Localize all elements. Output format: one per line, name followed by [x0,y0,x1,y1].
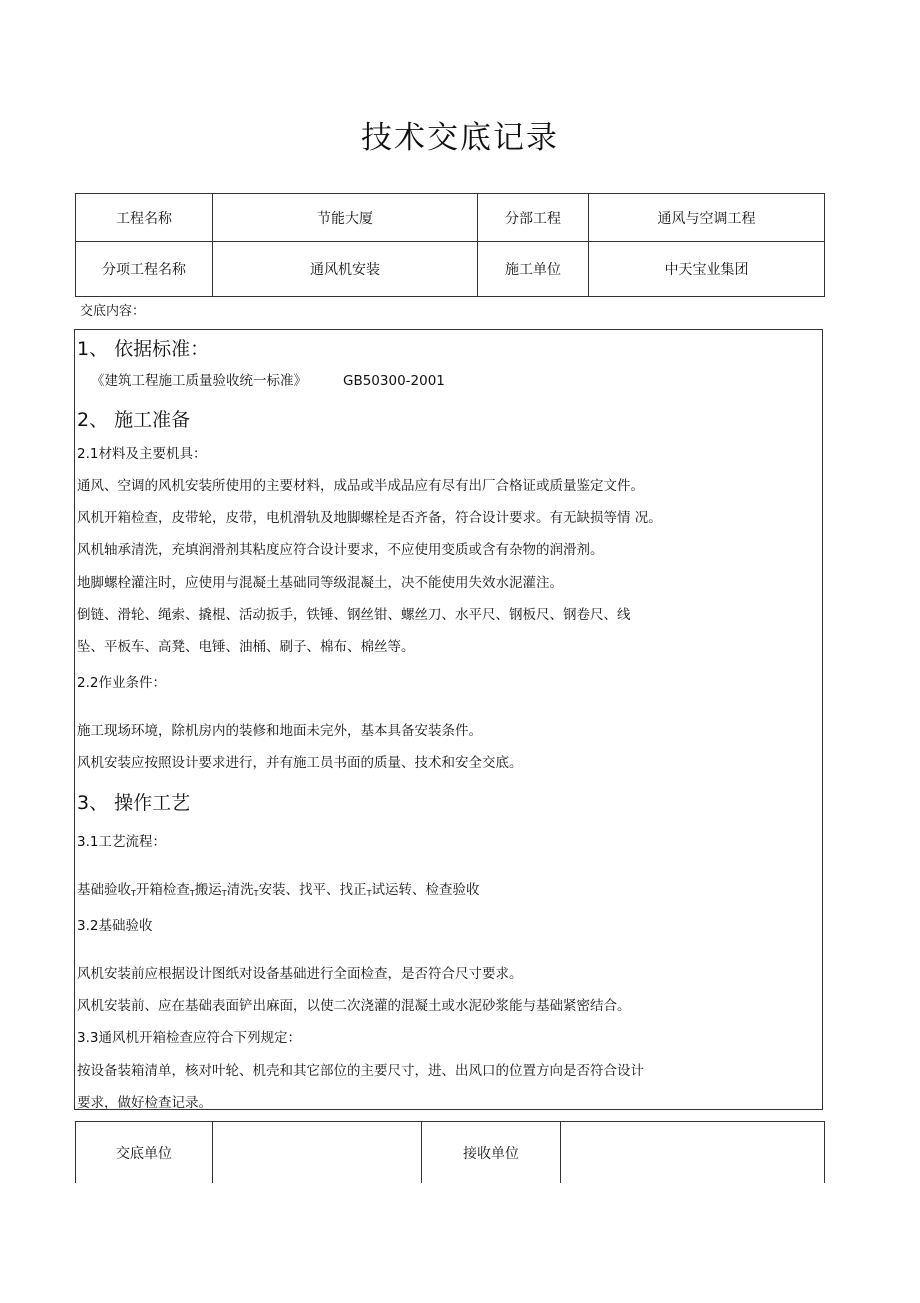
paragraph-line: 地脚螺栓灌注时，应使用与混凝土基础同等级混凝土，决不能使用失效水泥灌注。 [77,575,563,591]
division-value: 通风与空调工程 [589,194,825,242]
paragraph-line: 要求，做好检查记录。 [77,1095,212,1111]
flow-arrow: T [221,889,227,898]
subsection-2-2: 2.2作业条件： [77,675,166,691]
subsection-3-2: 3.2基础验收 [77,918,153,934]
subsection-3-1: 3.1工艺流程： [77,834,166,850]
paragraph-line: 按设备装箱清单，核对叶轮、机壳和其它部位的主要尺寸，进、出风口的位置方向是否符合设计 [77,1063,644,1079]
briefing-content-label: 交底内容： [80,304,146,319]
flow-step: 试运转、检查验收 [371,882,480,898]
contractor-label: 施工单位 [478,242,589,297]
section-heading-3: 3、 操作工艺 [77,792,191,814]
table-row [76,242,825,297]
flow-step: 开箱检查 [135,882,190,898]
paragraph-line: 风机安装前、应在基础表面铲出麻面，以使二次浇灌的混凝土或水泥砂浆能与基础紧密结合。 [77,998,631,1014]
receiving-unit-label: 接收单位 [422,1122,561,1184]
division-label: 分部工程 [478,194,589,242]
page-title: 技术交底记录 [361,120,559,156]
paragraph-line: 风机轴承清洗，充填润滑剂其粘度应符合设计要求，不应使用变质或含有杂物的润滑剂。 [77,542,604,558]
briefing-content-box [74,329,823,1110]
paragraph-line: 坠、平板车、高凳、电锤、油桶、刷子、棉布、棉丝等。 [77,639,415,655]
signature-table [75,1121,825,1183]
subitem-label: 分项工程名称 [76,242,213,297]
project-info-table [75,193,825,297]
flow-arrow: T [131,889,136,898]
paragraph-line: 施工现场环境，除机房内的装修和地面未完外，基本具备安装条件。 [77,723,482,739]
briefing-unit-value[interactable] [213,1122,422,1184]
section-heading-1: 1、 依据标准： [77,338,210,360]
paragraph-line: 风机安装应按照设计要求进行，并有施工员书面的质量、技术和安全交底。 [77,755,523,771]
flow-step: 基础验收 [77,882,131,898]
project-name-value: 节能大厦 [213,194,478,242]
subsection-2-1: 2.1材料及主要机具： [77,446,207,462]
flow-step: 安装、找平、找正 [258,882,367,898]
subitem-value: 通风机安装 [213,242,478,297]
paragraph-line: 风机开箱检查，皮带轮，皮带，电机滑轨及地脚螺栓是否齐备，符合设计要求。有无缺损等情 况。 [77,510,662,526]
standard-code: GB50300-2001 [343,373,445,389]
briefing-unit-label: 交底单位 [76,1122,213,1184]
receiving-unit-value[interactable] [561,1122,825,1184]
paragraph-line: 风机安装前应根据设计图纸对设备基础进行全面检查，是否符合尺寸要求。 [77,966,523,982]
subsection-3-3: 3.3通风机开箱检查应符合下列规定： [77,1030,301,1046]
flow-arrow: T [189,889,195,898]
standard-name: 《建筑工程施工质量验收统一标准》 [91,373,307,389]
flow-step: 搬运 [194,882,222,898]
standard-reference [91,369,445,389]
flow-step: 清洗 [226,882,254,898]
table-row [76,1122,825,1184]
table-row [76,194,825,242]
flow-arrow: T [366,889,372,898]
project-name-label: 工程名称 [76,194,213,242]
flow-arrow: T [253,889,259,898]
section-heading-2: 2、 施工准备 [77,409,191,431]
contractor-value: 中天宝业集团 [589,242,825,297]
paragraph-line: 倒链、滑轮、绳索、撬棍、活动扳手，铁锤、钢丝钳、螺丝刀、水平尺、钢板尺、钢卷尺、线 [77,607,631,623]
paragraph-line: 通风、空调的风机安装所使用的主要材料，成品或半成品应有尽有出厂合格证或质量鉴定文件。 [77,478,644,494]
process-flow [77,878,479,898]
